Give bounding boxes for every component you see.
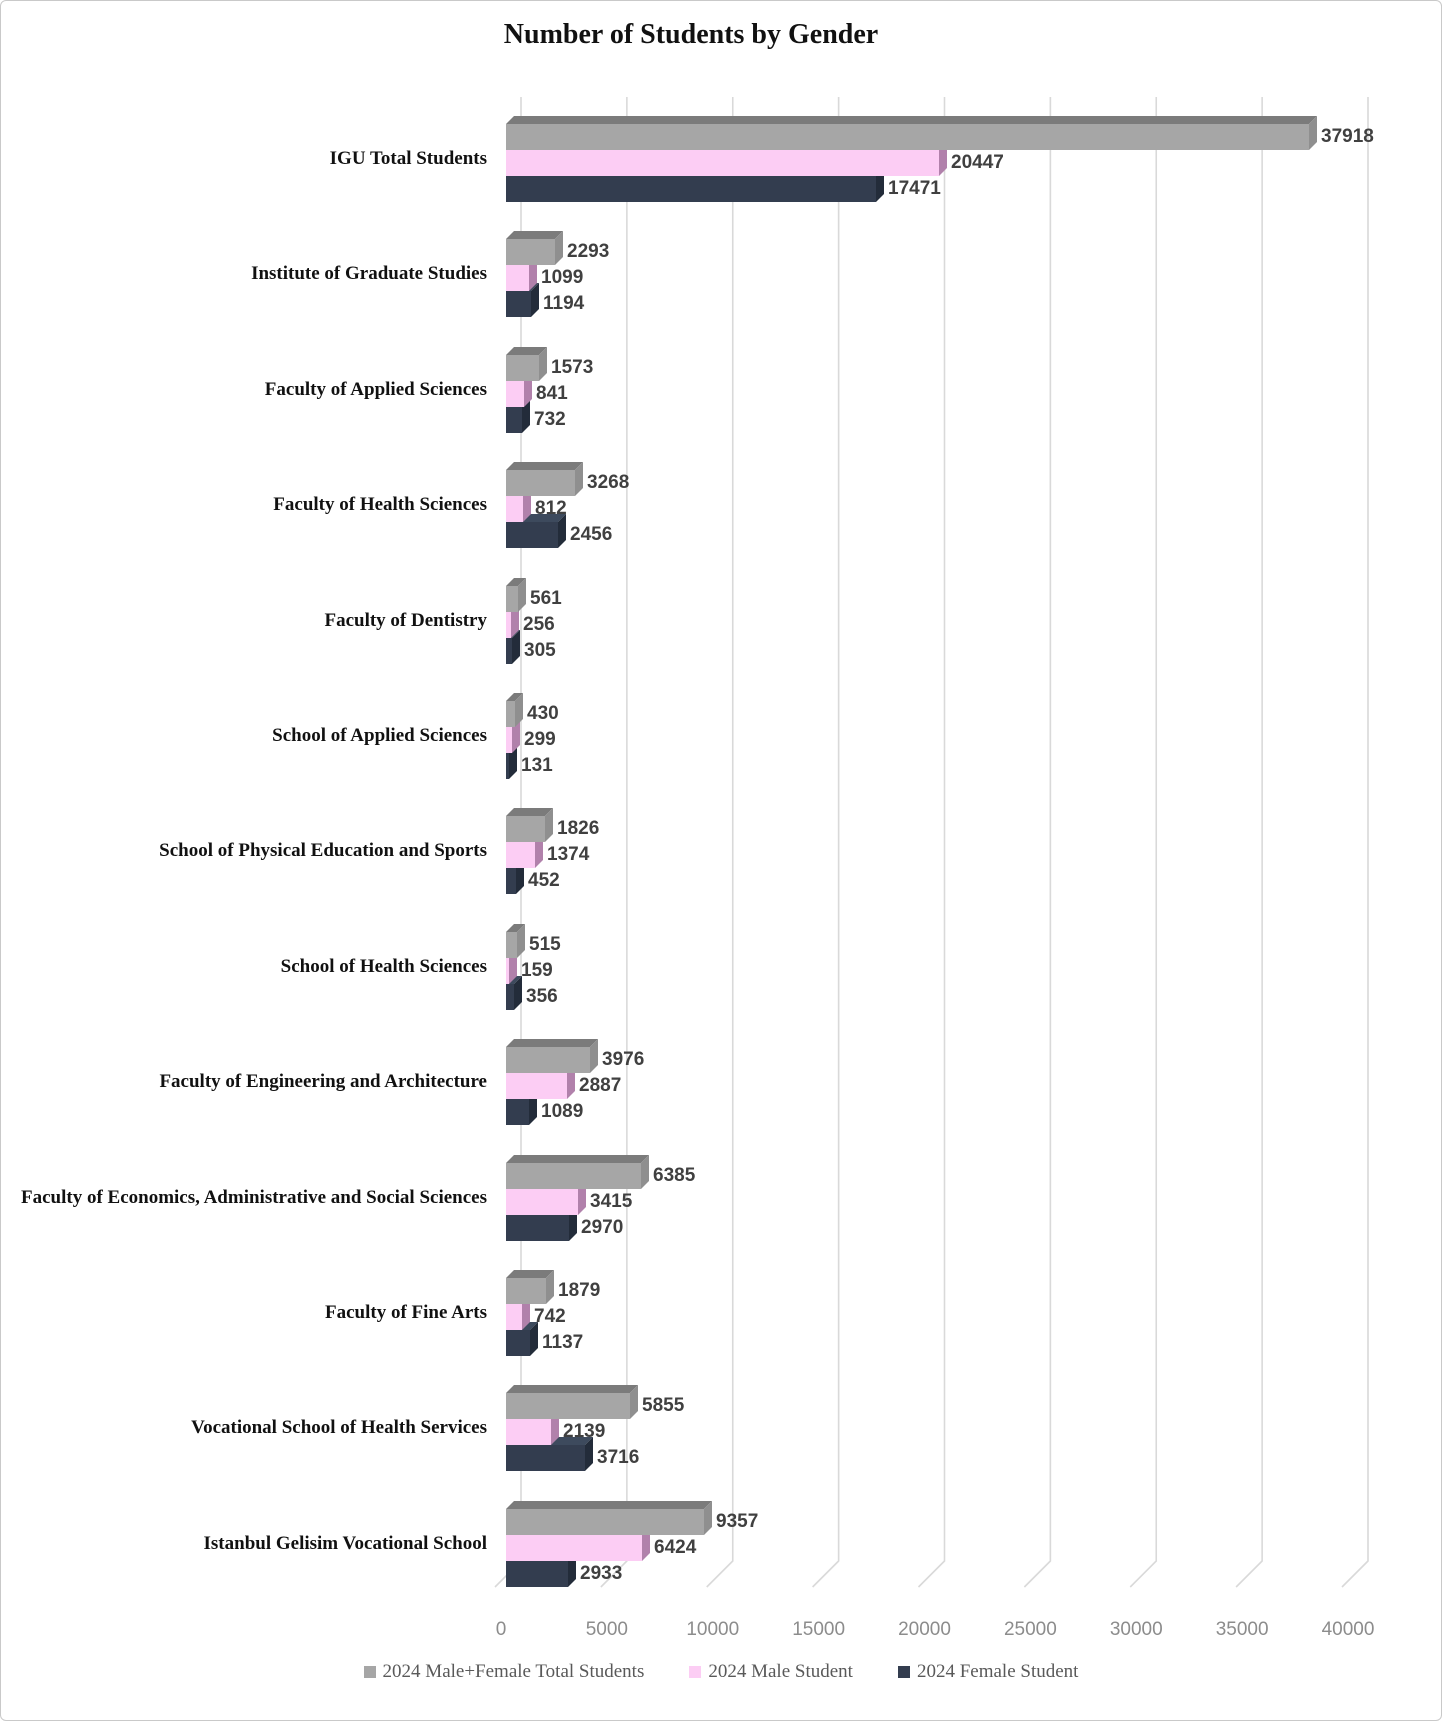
gridline — [707, 97, 733, 1587]
bar-total[interactable] — [506, 231, 565, 265]
bar-face — [506, 701, 515, 727]
bar-face — [506, 1330, 530, 1356]
bar-face — [506, 124, 1309, 150]
chart-title: Number of Students by Gender — [503, 19, 879, 50]
bar-value-label: 3268 — [587, 472, 630, 493]
bar-face — [506, 116, 1317, 124]
bar-face — [506, 496, 523, 522]
bar-face — [506, 1385, 638, 1393]
bar-face — [506, 407, 522, 433]
bar-value-label: 131 — [521, 755, 553, 776]
bar-face — [506, 612, 511, 638]
bar-value-label: 2456 — [570, 524, 613, 545]
bar-value-label: 6385 — [653, 1165, 696, 1186]
bar-face — [506, 958, 509, 984]
bar-value-label: 3415 — [590, 1191, 633, 1212]
x-axis-tick-label: 30000 — [1109, 1619, 1163, 1640]
bar-face — [506, 1304, 522, 1330]
bar-face — [506, 1163, 641, 1189]
bar-face — [506, 808, 553, 816]
bar-face — [506, 1561, 568, 1587]
bar-face — [506, 868, 516, 894]
bar-face — [506, 1445, 585, 1471]
bar-value-label: 452 — [528, 870, 560, 891]
bar-total[interactable] — [506, 1155, 651, 1189]
bar-total[interactable] — [506, 462, 585, 496]
category-label: Faculty of Economics, Administrative and Social Sciences — [20, 1187, 487, 1208]
category-label: Faculty of Health Sciences — [273, 494, 487, 515]
x-axis-tick-label: 35000 — [1215, 1619, 1269, 1640]
bar-value-label: 1826 — [557, 818, 600, 839]
bar-face — [506, 291, 531, 317]
category-label: Faculty of Dentistry — [324, 610, 487, 631]
bar-face — [506, 470, 575, 496]
legend-swatch-icon — [898, 1666, 910, 1678]
bar-value-label: 356 — [526, 986, 558, 1007]
bar-face — [506, 586, 518, 612]
bar-chart — [1, 1, 1441, 1720]
bar-total[interactable] — [506, 693, 525, 727]
bar-face — [506, 1215, 569, 1241]
bar-face — [506, 1155, 649, 1163]
category-label: School of Health Sciences — [280, 956, 487, 977]
bar-face — [506, 176, 876, 202]
bar-face — [506, 932, 517, 958]
bar-value-label: 159 — [521, 960, 553, 981]
x-axis-tick-label: 0 — [495, 1619, 507, 1640]
bar-value-label: 1137 — [542, 1332, 584, 1353]
legend-swatch-icon — [364, 1666, 376, 1678]
bar-value-label: 841 — [536, 383, 568, 404]
bar-face — [506, 1535, 642, 1561]
legend-label: 2024 Male+Female Total Students — [382, 1661, 645, 1682]
bar-face — [506, 522, 558, 548]
bar-face — [506, 1039, 598, 1047]
bar-value-label: 515 — [529, 934, 561, 955]
bar-value-label: 2887 — [579, 1075, 622, 1096]
bar-value-label: 430 — [527, 703, 559, 724]
category-label: Institute of Graduate Studies — [251, 263, 487, 284]
bar-value-label: 1099 — [541, 267, 584, 288]
bar-value-label: 3716 — [597, 1447, 640, 1468]
bar-face — [506, 1047, 590, 1073]
bar-total[interactable] — [506, 347, 549, 381]
category-label: Faculty of Fine Arts — [324, 1302, 487, 1323]
x-axis-tick-label: 20000 — [898, 1619, 951, 1640]
chart-legend — [1, 1661, 1441, 1683]
bar-value-label: 2139 — [563, 1421, 606, 1442]
bar-value-label: 3976 — [602, 1049, 645, 1070]
bar-value-label: 1573 — [551, 357, 594, 378]
bar-value-label: 1194 — [543, 293, 585, 314]
legend-label: 2024 Female Student — [916, 1661, 1079, 1682]
x-axis-tick-label: 40000 — [1321, 1619, 1375, 1640]
category-label: IGU Total Students — [329, 148, 487, 169]
legend-item[interactable] — [689, 1661, 853, 1683]
category-label: School of Physical Education and Sports — [159, 840, 487, 861]
bar-face — [506, 1278, 546, 1304]
bar-value-label: 9357 — [716, 1511, 759, 1532]
category-label: Vocational School of Health Services — [191, 1417, 487, 1438]
bar-total[interactable] — [506, 1039, 600, 1073]
bar-value-label: 299 — [524, 729, 556, 750]
bar-face — [506, 1393, 630, 1419]
bar-total[interactable] — [506, 1501, 714, 1535]
bar-value-label: 742 — [534, 1306, 566, 1327]
bar-face — [506, 355, 539, 381]
bar-total[interactable] — [506, 1270, 556, 1304]
x-axis-tick-label: 15000 — [792, 1619, 846, 1640]
bar-value-label: 2970 — [581, 1217, 624, 1238]
bar-face — [506, 1189, 578, 1215]
legend-item[interactable] — [364, 1661, 645, 1683]
x-axis-tick-label: 5000 — [585, 1619, 629, 1640]
bar-face — [506, 753, 509, 779]
gridline — [1342, 97, 1368, 1587]
legend-swatch-icon — [689, 1666, 701, 1678]
legend-label: 2024 Male Student — [708, 1661, 853, 1682]
legend-item[interactable] — [898, 1661, 1078, 1683]
gridline — [813, 97, 839, 1587]
bar-value-label: 1879 — [558, 1280, 601, 1301]
bar-value-label: 732 — [534, 409, 566, 430]
gridline — [1130, 97, 1156, 1587]
bar-value-label: 2293 — [567, 241, 610, 262]
bar-value-label: 305 — [524, 640, 556, 661]
bar-face — [506, 984, 514, 1010]
bar-total[interactable] — [506, 116, 1319, 150]
bar-value-label: 5855 — [642, 1395, 685, 1416]
bar-value-label: 812 — [535, 498, 567, 519]
bar-face — [506, 265, 529, 291]
bar-value-label: 2933 — [580, 1563, 623, 1584]
bar-value-label: 1089 — [541, 1101, 584, 1122]
bar-face — [506, 1509, 704, 1535]
x-axis-tick-label: 25000 — [1003, 1619, 1057, 1640]
bar-face — [506, 1073, 567, 1099]
gridline — [1236, 97, 1262, 1587]
bar-value-label: 17471 — [888, 178, 941, 199]
bar-face — [506, 1419, 551, 1445]
category-label: School of Applied Sciences — [272, 725, 487, 746]
bar-face — [506, 1270, 554, 1278]
category-label: Istanbul Gelisim Vocational School — [203, 1533, 487, 1554]
bar-face — [506, 816, 545, 842]
bar-face — [506, 727, 512, 753]
bar-face — [506, 381, 524, 407]
bar-face — [506, 239, 555, 265]
category-label: Faculty of Applied Sciences — [264, 379, 487, 400]
bar-face — [506, 1099, 529, 1125]
bar-total[interactable] — [506, 808, 555, 842]
bar-face — [506, 150, 939, 176]
bar-value-label: 20447 — [951, 152, 1004, 173]
bar-value-label: 561 — [530, 588, 562, 609]
bar-face — [506, 1501, 712, 1509]
gridline — [919, 97, 945, 1587]
x-axis-tick-label: 10000 — [686, 1619, 740, 1640]
bar-value-label: 1374 — [547, 844, 590, 865]
bar-value-label: 256 — [523, 614, 555, 635]
bar-value-label: 6424 — [654, 1537, 697, 1558]
bar-face — [506, 638, 512, 664]
bar-face — [506, 462, 583, 470]
gridline — [1024, 97, 1050, 1587]
bar-value-label: 37918 — [1321, 126, 1374, 147]
category-label: Faculty of Engineering and Architecture — [159, 1071, 487, 1092]
bar-total[interactable] — [506, 578, 528, 612]
bar-face — [506, 231, 563, 239]
bar-total[interactable] — [506, 1385, 640, 1419]
gridline — [601, 97, 627, 1587]
bar-total[interactable] — [506, 924, 527, 958]
bar-face — [506, 842, 535, 868]
